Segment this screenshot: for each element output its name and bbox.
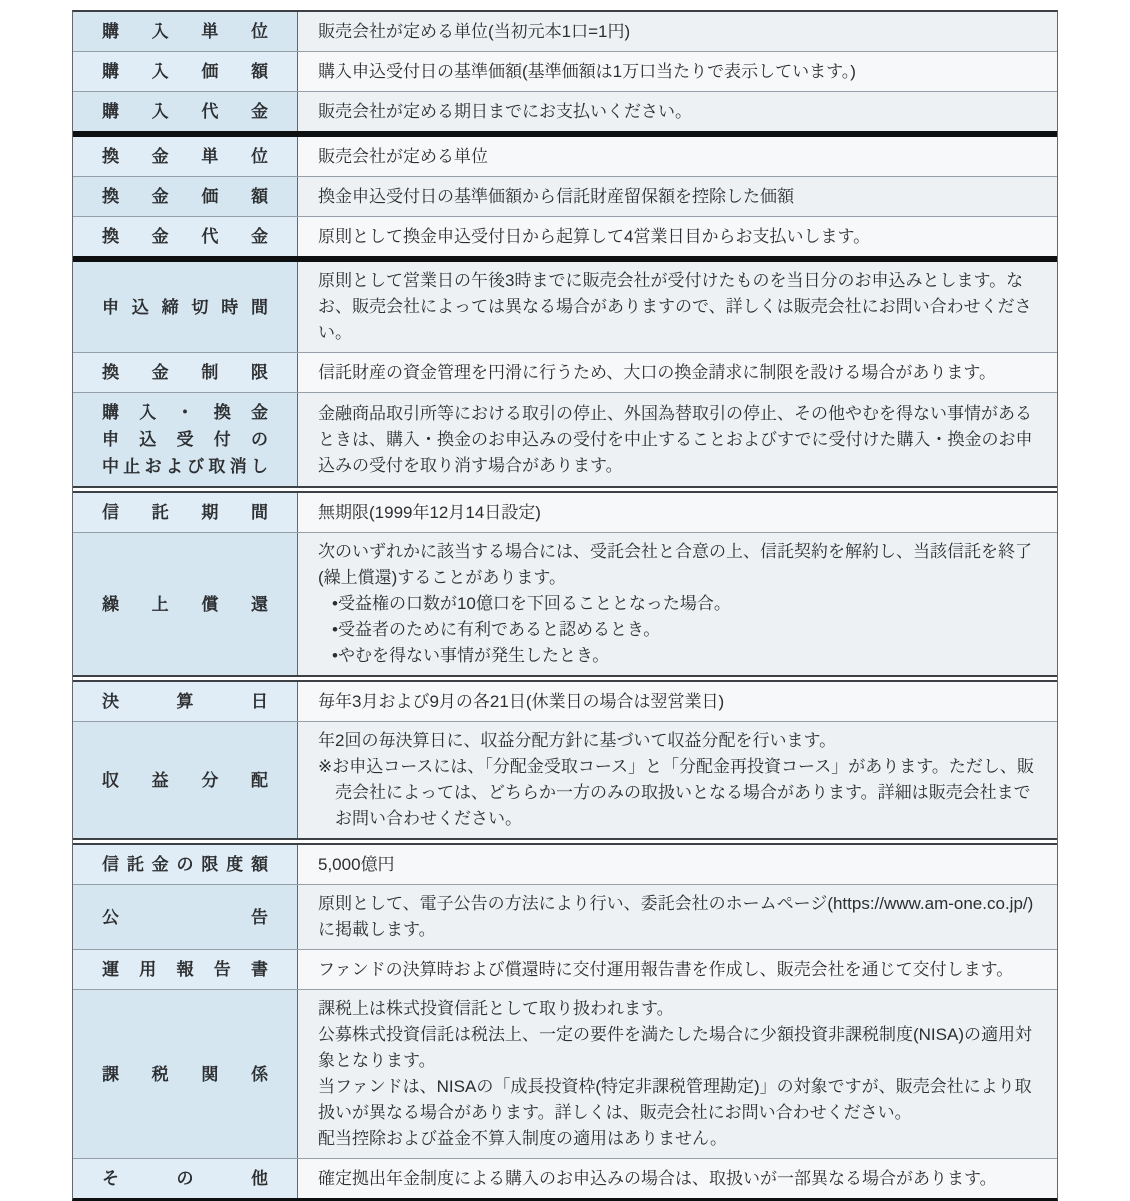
content-paragraph: 販売会社が定める単位 xyxy=(318,146,488,166)
content-paragraph: •受益権の口数が10億口を下回ることとなった場合。 xyxy=(332,594,731,613)
table-row xyxy=(73,682,1057,721)
table-row xyxy=(73,845,1057,884)
table-row xyxy=(73,950,1057,989)
content-paragraph: 販売会社が定める単位(当初元本1口=1円) xyxy=(318,21,631,41)
content-paragraph: 原則として営業日の午後3時までに販売会社が受付けたものを当日分のお申込みとします。なお、販売会社によっては異なる場合がありますので、詳しくは販売会社にお問い合わせください。 xyxy=(318,271,1032,342)
row-label xyxy=(73,217,298,256)
row-content xyxy=(298,353,1057,392)
content-paragraph: 公募株式投資信託は税法上、一定の要件を満たした場合に少額投資非課税制度(NISA)の適用対象となります。 xyxy=(318,1025,1032,1070)
row-label xyxy=(73,682,298,721)
row-label-line: 換 金 制 限 xyxy=(102,363,268,382)
row-label-line: 収 益 分 配 xyxy=(102,770,268,790)
content-paragraph: 信託財産の資金管理を円滑に行うため、大口の換金請求に制限を設ける場合があります。 xyxy=(318,362,996,382)
table-row xyxy=(73,177,1057,216)
row-label-line: 信 託 金 の 限 度 額 xyxy=(102,855,268,874)
row-content xyxy=(298,950,1057,989)
content-paragraph: 当ファンドは、NISAの「成長投資枠(特定非課税管理勘定)」の対象ですが、販売会社により取扱いが異なる場合があります。詳しくは、販売会社にお問い合わせください。 xyxy=(318,1077,1032,1122)
row-label xyxy=(73,990,298,1158)
row-label xyxy=(73,12,298,51)
table-row xyxy=(73,990,1057,1158)
row-content xyxy=(298,845,1057,884)
row-label xyxy=(73,262,298,352)
row-label-line: 購 入 単 位 xyxy=(102,22,268,41)
table-row xyxy=(73,217,1057,256)
row-content xyxy=(298,682,1057,721)
row-label-line: 換 金 単 位 xyxy=(102,147,268,166)
row-label-line: 繰 上 償 還 xyxy=(102,594,268,614)
row-content xyxy=(298,137,1057,176)
row-content xyxy=(298,92,1057,131)
row-label-line: 換 金 価 額 xyxy=(102,187,268,206)
content-paragraph: 原則として、電子公告の方法により行い、委託会社のホームページ(https://www.am-one.co.jp/)に掲載します。 xyxy=(318,894,1034,939)
row-label xyxy=(73,885,298,949)
row-label-line: 課 税 関 係 xyxy=(102,1064,268,1084)
table-row xyxy=(73,353,1057,392)
row-label-line: そ の 他 xyxy=(102,1169,268,1188)
row-content xyxy=(298,393,1057,486)
group-separator-double xyxy=(73,486,1057,493)
row-label-line: 購 入 ・ 換 金 xyxy=(102,403,268,422)
row-label-line: 申 込 受 付 の xyxy=(102,430,268,449)
row-label xyxy=(73,845,298,884)
row-content xyxy=(298,885,1057,949)
content-paragraph: •受益者のために有利であると認めるとき。 xyxy=(332,620,661,639)
row-content xyxy=(298,177,1057,216)
table-row xyxy=(73,12,1057,51)
group-separator-double xyxy=(73,838,1057,845)
row-label-line: 申 込 締 切 時 間 xyxy=(102,297,268,317)
content-paragraph: 原則として換金申込受付日から起算して4営業日目からお支払いします。 xyxy=(318,226,871,246)
row-label xyxy=(73,177,298,216)
table-row xyxy=(73,1159,1057,1198)
content-paragraph: 換金申込受付日の基準価額から信託財産留保額を控除した価額 xyxy=(318,186,794,206)
content-paragraph: 5,000億円 xyxy=(318,854,395,874)
row-content xyxy=(298,990,1057,1158)
table-row xyxy=(73,885,1057,949)
content-paragraph: 課税上は株式投資信託として取り扱われます。 xyxy=(318,999,674,1018)
content-paragraph: 配当控除および益金不算入制度の適用はありません。 xyxy=(318,1129,728,1148)
row-label xyxy=(73,393,298,486)
row-label xyxy=(73,92,298,131)
group-separator-double xyxy=(73,675,1057,682)
content-paragraph: 無期限(1999年12月14日設定) xyxy=(318,502,541,522)
row-label-line: 換 金 代 金 xyxy=(102,227,268,246)
content-paragraph: •やむを得ない事情が発生したとき。 xyxy=(332,646,610,665)
row-content xyxy=(298,533,1057,675)
content-paragraph: 次のいずれかに該当する場合には、受託会社と合意の上、信託契約を解約し、当該信託を終了(繰上償還)することがあります。 xyxy=(318,542,1032,587)
row-content xyxy=(298,262,1057,352)
table-row xyxy=(73,262,1057,352)
table-row xyxy=(73,52,1057,91)
fund-terms-table xyxy=(72,10,1058,1201)
row-label-line: 公 告 xyxy=(102,907,268,927)
row-label xyxy=(73,533,298,675)
row-content xyxy=(298,722,1057,838)
table-row xyxy=(73,137,1057,176)
table-row xyxy=(73,722,1057,838)
row-label-line: 信 託 期 間 xyxy=(102,503,268,522)
content-paragraph: ※お申込コースには、「分配金受取コース」と「分配金再投資コース」があります。ただし、販売会社によっては、どちらか一方のみの取扱いとなる場合があります。詳細は販売会社までお問い合わせください。 xyxy=(318,757,1034,828)
table-row xyxy=(73,92,1057,131)
row-content xyxy=(298,217,1057,256)
table-row xyxy=(73,533,1057,675)
content-paragraph: 金融商品取引所等における取引の停止、外国為替取引の停止、その他やむを得ない事情があるときは、購入・換金のお申込みの受付を中止することおよびすでに受付けた購入・換金のお申込みの受付を取り消す場合があります。 xyxy=(318,403,1033,475)
row-label-line: 購 入 価 額 xyxy=(102,62,268,81)
content-paragraph: 購入申込受付日の基準価額(基準価額は1万口当たりで表示しています。) xyxy=(318,61,856,81)
content-paragraph: 販売会社が定める期日までにお支払いください。 xyxy=(318,101,692,121)
row-content xyxy=(298,12,1057,51)
row-label-line: 中 止 お よ び 取 消 し xyxy=(102,457,268,476)
row-content xyxy=(298,1159,1057,1198)
row-label xyxy=(73,950,298,989)
content-paragraph: ファンドの決算時および償還時に交付運用報告書を作成し、販売会社を通じて交付します。 xyxy=(318,959,1014,979)
content-paragraph: 毎年3月および9月の各21日(休業日の場合は翌営業日) xyxy=(318,691,725,711)
row-label xyxy=(73,52,298,91)
row-label xyxy=(73,1159,298,1198)
row-label-line: 運 用 報 告 書 xyxy=(102,960,268,979)
content-paragraph: 年2回の毎決算日に、収益分配方針に基づいて収益分配を行います。 xyxy=(318,731,837,750)
row-label-line: 購 入 代 金 xyxy=(102,102,268,121)
content-paragraph: 確定拠出年金制度による購入のお申込みの場合は、取扱いが一部異なる場合があります。 xyxy=(318,1168,997,1188)
row-content xyxy=(298,52,1057,91)
row-label-line: 決 算 日 xyxy=(102,692,268,711)
row-label xyxy=(73,493,298,532)
row-content xyxy=(298,493,1057,532)
row-label xyxy=(73,353,298,392)
table-row xyxy=(73,393,1057,486)
row-label xyxy=(73,137,298,176)
row-label xyxy=(73,722,298,838)
table-row xyxy=(73,493,1057,532)
